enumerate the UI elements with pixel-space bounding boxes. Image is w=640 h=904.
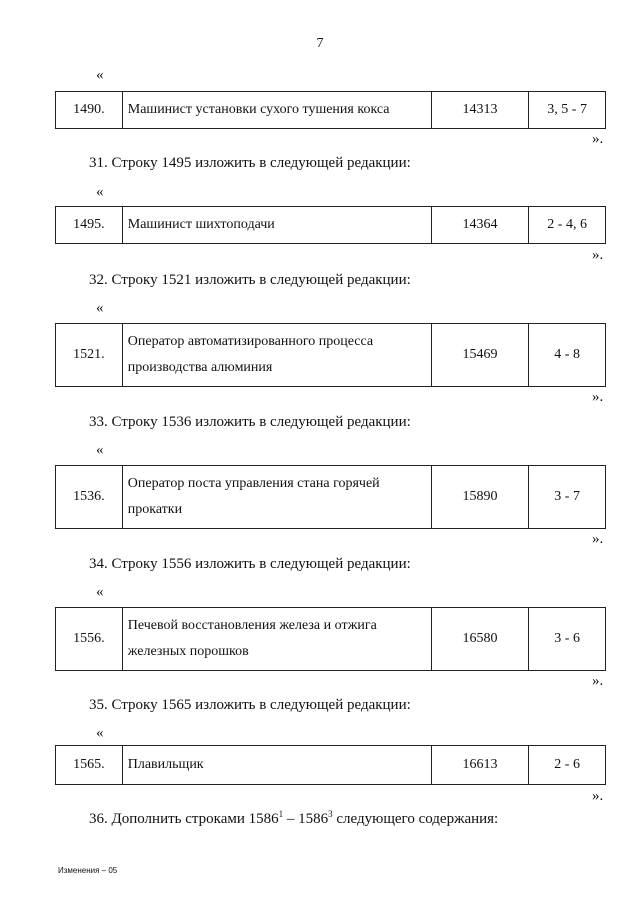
- profession-code: 16613: [432, 746, 530, 784]
- row-number: 1565.: [56, 746, 123, 784]
- profession-code: 16580: [432, 608, 530, 670]
- grade-range: 2 - 4, 6: [547, 217, 587, 232]
- opening-quote: «: [96, 300, 104, 316]
- profession-title: Оператор поста управления стана горячей прокатки: [123, 466, 432, 528]
- instruction-36-suffix: следующего содержания:: [332, 811, 499, 827]
- closing-quote: ».: [592, 131, 604, 147]
- opening-quote: «: [96, 584, 104, 600]
- profession-title: Оператор автоматизированного процесса производства алюминия: [123, 324, 432, 386]
- opening-quote: «: [96, 184, 104, 200]
- instruction-36: [89, 811, 498, 828]
- superscript-1: 1: [278, 809, 284, 819]
- instruction-36-prefix: 36. Дополнить строками 1586: [89, 811, 279, 827]
- row-number: 1556.: [56, 608, 123, 670]
- instruction-36-middle: – 1586: [283, 811, 329, 827]
- grade-range: 3, 5 - 7: [547, 102, 587, 117]
- profession-code: 14313: [432, 92, 530, 128]
- closing-quote: ».: [592, 673, 604, 689]
- instruction-32: 32. Строку 1521 изложить в следующей редакции:: [89, 272, 411, 288]
- closing-quote: ».: [592, 247, 604, 263]
- grade-range: 4 - 8: [554, 347, 580, 362]
- opening-quote: «: [96, 442, 104, 458]
- instruction-34: 34. Строку 1556 изложить в следующей редакции:: [89, 556, 411, 572]
- row-number: 1536.: [56, 466, 123, 528]
- grade-range: 3 - 6: [554, 631, 580, 646]
- profession-title: Плавильщик: [123, 746, 432, 784]
- page-number: 7: [316, 36, 324, 51]
- row-number: 1495.: [56, 207, 123, 243]
- closing-quote: ».: [592, 788, 604, 804]
- profession-code: 15469: [432, 324, 530, 386]
- entry-table-1556: [55, 607, 606, 671]
- row-number: 1490.: [56, 92, 123, 128]
- entry-table-1495: [55, 206, 606, 244]
- entry-table-1490: [55, 91, 606, 129]
- grade-range: 2 - 6: [554, 757, 580, 772]
- instruction-33: 33. Строку 1536 изложить в следующей редакции:: [89, 414, 411, 430]
- profession-title: Машинист установки сухого тушения кокса: [123, 92, 432, 128]
- footer-revision-note: Изменения – 05: [58, 866, 118, 875]
- entry-table-1565: [55, 745, 606, 785]
- profession-code: 15890: [432, 466, 530, 528]
- entry-table-1536: [55, 465, 606, 529]
- row-number: 1521.: [56, 324, 123, 386]
- profession-title: Машинист шихтоподачи: [123, 207, 432, 243]
- superscript-3: 3: [328, 809, 333, 819]
- closing-quote: ».: [592, 389, 604, 405]
- closing-quote: ».: [592, 531, 604, 547]
- instruction-31: 31. Строку 1495 изложить в следующей редакции:: [89, 155, 411, 171]
- profession-title: Печевой восстановления железа и отжига железных порошков: [123, 608, 432, 670]
- instruction-35: 35. Строку 1565 изложить в следующей редакции:: [89, 697, 411, 713]
- opening-quote: «: [96, 725, 104, 741]
- grade-range: 3 - 7: [554, 489, 580, 504]
- entry-table-1521: [55, 323, 606, 387]
- opening-quote: «: [96, 67, 104, 83]
- profession-code: 14364: [432, 207, 530, 243]
